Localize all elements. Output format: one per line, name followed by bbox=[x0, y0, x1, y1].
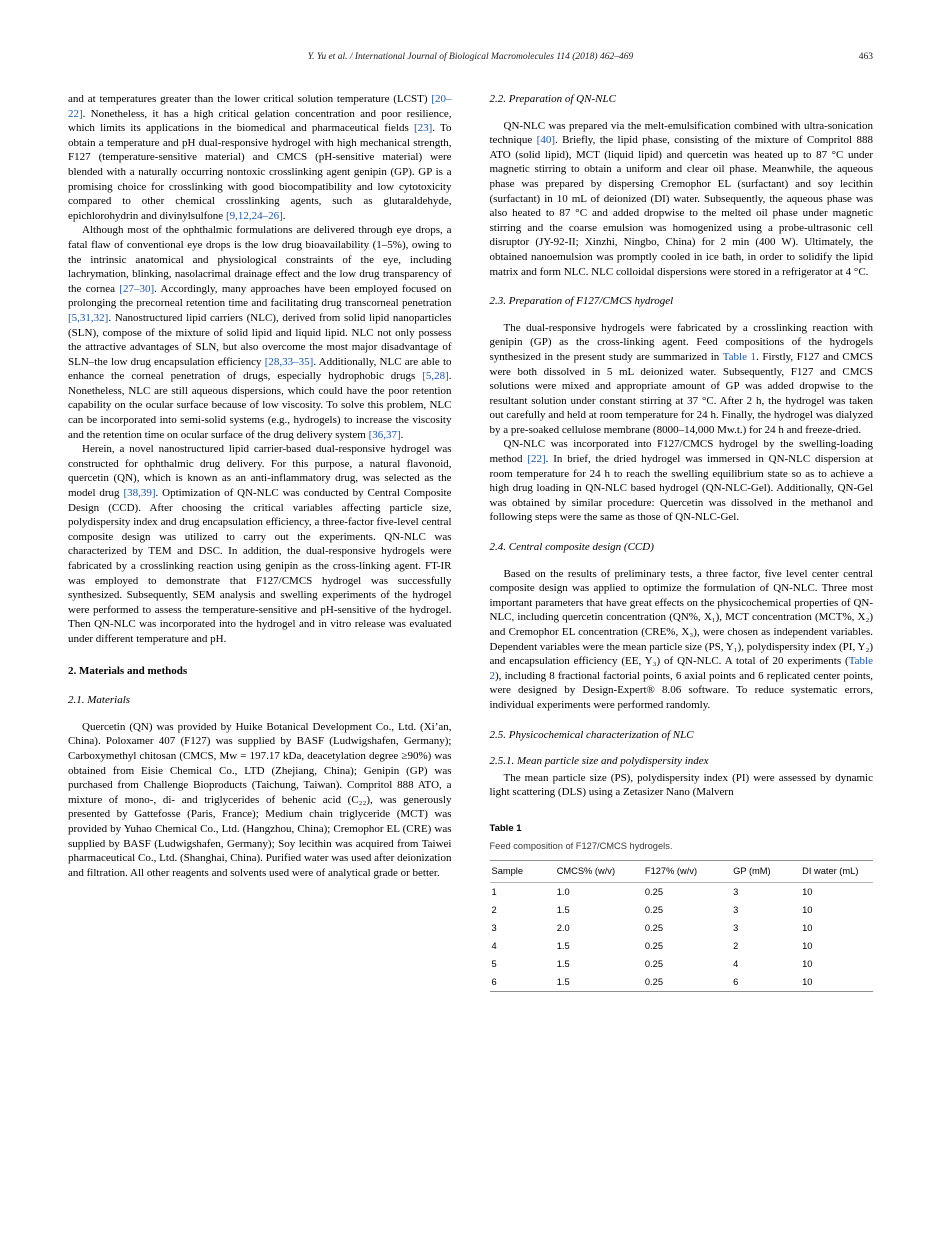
table-column-header: F127% (w/v) bbox=[643, 861, 731, 883]
table-cell: 3 bbox=[491, 922, 497, 933]
table-cell: 3 bbox=[733, 922, 739, 933]
table-cell: 10 bbox=[802, 976, 813, 987]
citation-link[interactable]: [38,39] bbox=[123, 487, 156, 500]
table-row bbox=[490, 973, 874, 992]
paragraph-herein: Herein, a novel nanostructured lipid carrier-based dual-responsive hydrogel was constructed for ophthalmic drug delivery. For this purpose, a natural flavonoid, quercetin (QN), which is known as an anti-inflammatory drug, was selected as the model drug [38,39]. Optimization of QN-NLC was conducted by Central Composite Design (CCD). After choosing the critical variables affecting particle size, polydispersity index and drug encapsulation efficiency, a three-factor five-level central composite design was utilized to carry out the experiments. QN-NLC was characterized by TEM and DSC. In addition, the dual-responsive hydrogels were fabricated by a crosslinking reaction using genipin as the cross-linking agent. FT-IR was employed to demonstrate that F127/CMCS hydrogel was successfully synthesized. Subsequently, SEM analysis and swelling experiments of the hydrogel were performed to assess the temperature-sensitive and pH-sensitive of the hydrogel. Then QN-NLC was incorporated into the hydrogel and in vitro release was evaluated under different temperature and pH. bbox=[68, 443, 452, 645]
table-1-body bbox=[490, 883, 874, 992]
table-cell: 10 bbox=[802, 940, 813, 951]
right-column bbox=[490, 92, 874, 992]
table-1 bbox=[490, 860, 874, 992]
table-cell: 0.25 bbox=[644, 904, 663, 915]
table-cell: 1.5 bbox=[556, 904, 570, 915]
paragraph-particle-size: The mean particle size (PS), polydispersity index (PI) were assessed by dynamic light scattering (DLS) using a Zetasizer Nano (Malvern bbox=[489, 771, 873, 799]
table-1-label: Table 1 bbox=[489, 822, 522, 834]
table-column-header: GP (mM) bbox=[731, 861, 800, 883]
table-column-header: CMCS% (w/v) bbox=[555, 861, 643, 883]
subsection-heading-preparation-hydrogel: 2.3. Preparation of F127/CMCS hydrogel bbox=[489, 295, 674, 308]
table-cell: 0.25 bbox=[644, 958, 663, 969]
table-row bbox=[490, 919, 874, 937]
subsubsection-heading-particle-size: 2.5.1. Mean particle size and polydispersity index bbox=[489, 755, 709, 768]
paragraph-qn-nlc-preparation: QN-NLC was prepared via the melt-emulsification combined with ultra-sonication technique [40]. Briefly, the lipid phase, consisting of the mixture of Compritol 888 ATO (solid lipid), MCT (liquid lipid) and quercetin was heated up to 87 °C under magnetic stirring to obtain a uniform and clear oil phase. Meanwhile, the aqueous phase was prepared by dispersing Cremophor EL (surfactant) and soy lecithin (surfactant) in 10 mL of deionized (DI) water. Subsequently, the aqueous phase was also heated to 87 °C and added dropwise to the melted oil phase under magnetic stirring and the coarse emulsion was homogenized using a probe-ultrasonic cell disruptor (JY-92-II; Xinzhi, Ningbo, China) for 2 min (400 W). Ultimately, the obtained nanoemulsion was promptly cooled in ice bath, in order to solidify the lipid matrix and form NLC. NLC colloidal dispersions were stored in a refrigerator at 4 °C. bbox=[489, 119, 873, 278]
page-number: 463 bbox=[858, 52, 873, 62]
table-cell: 2 bbox=[491, 904, 497, 915]
table-cell: 0.25 bbox=[644, 940, 663, 951]
table-crossref-link[interactable]: Table 2 bbox=[489, 655, 873, 682]
citation-link[interactable]: [36,37] bbox=[368, 428, 401, 441]
table-cell: 4 bbox=[491, 940, 497, 951]
table-cell: 1.5 bbox=[556, 958, 570, 969]
table-column-header: Sample bbox=[490, 861, 555, 883]
table-cell: 3 bbox=[733, 904, 739, 915]
two-column-body bbox=[68, 92, 873, 992]
section-heading-materials-and-methods: 2. Materials and methods bbox=[68, 664, 188, 677]
citation-link[interactable]: [40] bbox=[536, 134, 555, 147]
table-cell: 10 bbox=[802, 886, 813, 897]
table-cell: 6 bbox=[491, 976, 497, 987]
paragraph-ophthalmic: Although most of the ophthalmic formulations are delivered through eye drops, a fatal flaw of conventional eye drops is the low drug bioavailability (1–5%), owing to the intrinsic anatomical and physiological constraints of the eye, including lachrymation, blinking, nasolacrimal drainage effect and the low drug transparency of the cornea [27–30]. Accordingly, many approaches have been employed focused on prolonging the precorneal retention time and facilitating drug transcorneal penetration [5,31,32]. Nanostructured lipid carriers (NLC), derived from solid lipid nanoparticles (SLN), compose of the mixture of solid lipid and liquid lipid. NLC not only possess the attractive advantages of SLN, but also overcome the most major disadvantage of SLN–the low drug encapsulation efficiency [28,33–35]. Additionally, NLC are able to enhance the corneal penetration of drugs, especially hydrophobic drugs [5,28]. Nonetheless, NLC are still aqueous dispersions, which could have the poor retention capability on the ocular surface because of low viscosity. To solve this problem, NLC can be incorporated into semi-solid systems (e.g., hydrogels) to increase the viscosity and the retention time on ocular surface of the drug delivery system [36,37]. bbox=[68, 224, 452, 441]
table-1-header bbox=[490, 861, 874, 883]
running-title: Y. Yu et al. / International Journal of Biological Macromolecules 114 (2018) 462–469 bbox=[307, 52, 634, 62]
table-row bbox=[490, 955, 874, 973]
table-1-caption: Feed composition of F127/CMCS hydrogels. bbox=[489, 840, 673, 851]
table-cell: 6 bbox=[733, 976, 739, 987]
paragraph-lcst: and at temperatures greater than the lower critical solution temperature (LCST) [20–22]. Nonetheless, it has a high critical gelation concentration and poor resilience, which limits its applications in the biomedical and pharmaceutical fields [23]. To obtain a temperature and pH dual-responsive hydrogel with high mechanical strength, F127 (temperature-sensitive material) and CMCS (pH-sensitive material) were blended with a naturally occurring nontoxic crosslinking agent genipin (GP). GP is a promising choice for crosslinking with good biocompatibility and low cytotoxicity compared to other chemical crosslinking agents, such as glutaraldehyde, epichlorohydrin and divinylsulfone [9,12,24–26]. bbox=[68, 93, 452, 222]
table-cell: 10 bbox=[802, 904, 813, 915]
paragraph-hydrogel-loading: QN-NLC was incorporated into F127/CMCS hydrogel by the swelling-loading method [22]. In brief, the dried hydrogel was immersed in QN-NLC dispersion at room temperature for 24 h to reach the swelling equilibrium state so as to achieve a high drug loading in QN-NLC based hydrogel (QN-NLC-Gel). Additionally, QN-Gel was obtained by similar procedure: Quercetin was dissolved in the methanol and following steps were the same as those of QN-NLC-Gel. bbox=[489, 438, 873, 524]
table-crossref-link[interactable]: Table 1 bbox=[722, 350, 757, 363]
subsection-heading-ccd: 2.4. Central composite design (CCD) bbox=[489, 541, 654, 554]
table-cell: 3 bbox=[733, 886, 739, 897]
table-cell: 10 bbox=[802, 958, 813, 969]
subsection-heading-materials: 2.1. Materials bbox=[68, 694, 131, 707]
paragraph-materials: Quercetin (QN) was provided by Huike Botanical Development Co., Ltd. (Xi’an, China). Poloxamer 407 (F127) was supplied by BASF (Ludwigshafen, Germany); Carboxymethyl chitosan (CMCS, Mw = 197.17 kDa, deacetylation degree ≥90%) was obtained from Eisie Chemical Co., LTD (Zhejiang, China); Genipin (GP) was purchased from Challenge Bioproducts (Taichung, Taiwan). Compritol 888 ATO, a mixture of mono-, di- and triglycerides of behenic acid (C₂₂), was generously presented by Gattefosse (Paris, France); Medium chain triglyceride (MCT) was provided by Yuhao Chemical Co., Ltd. (Hangzhou, China); Cremophor EL (CRE) was supplied by BASF (Ludwigshafen, Germany); Soy lecithin was acquired from Taiwei pharmaceutical Co., Ltd. (Shanghai, China). Purified water was used after deionization and filtration. All other reagents and solvents used were of analytical grade or better. bbox=[68, 720, 452, 879]
table-cell: 0.25 bbox=[644, 886, 663, 897]
subsection-heading-characterization: 2.5. Physicochemical characterization of NLC bbox=[489, 728, 694, 741]
table-row bbox=[490, 883, 874, 902]
table-header-row bbox=[490, 861, 874, 883]
paragraph-ccd: Based on the results of preliminary tests, a three factor, five level center central composite design was applied to optimize the formulation of QN-NLC. Three most important parameters that have great effects on the physicochemical properties of QN-NLC, including quercetin concentration (QN%, X₁), MCT concentration (MCT%, X₂) and Cremophor EL concentration (CRE%, X₃), were chosen as independent variables. Dependent variables were the mean particle size (PS, Y₁), polydispersity index (PI, Y₂) and encapsulation efficiency (EE, Y₃) of QN-NLC. A total of 20 experiments (Table 2), including 8 fractional factorial points, 6 axial points and 6 replicated center points, were designed by Design-Expert® 8.06 software. To reduce systematic errors, individual experiments were performed randomly. bbox=[489, 567, 873, 711]
table-column-header: DI water (mL) bbox=[800, 861, 873, 883]
table-cell: 0.25 bbox=[644, 976, 663, 987]
table-cell: 0.25 bbox=[644, 922, 663, 933]
table-cell: 2.0 bbox=[556, 922, 570, 933]
citation-link[interactable]: [28,33–35] bbox=[264, 355, 314, 368]
citation-link[interactable]: [9,12,24–26] bbox=[225, 209, 283, 222]
paragraph-hydrogel-fabrication: The dual-responsive hydrogels were fabricated by a crosslinking reaction with genipin (GP) as the cross-linking agent. Feed compositions of the hydrogels synthesized in the present study are summarized in Table 1. Firstly, F127 and CMCS were both dissolved in 5 mL deionized water. Subsequently, F127 and CMCS solutions were mixed and appropriate amount of GP was added dropwise to the resultant solution under constant stirring at 37 °C. After 2 h, the hydrogel was taken out carefully and held at room temperature for 24 h. Finally, the hydrogel was dialyzed by a pre-soaked cellulose membrane (8000–14,000 Mw.t.) for 24 h and freeze-dried. bbox=[489, 321, 874, 436]
subsection-heading-preparation-qn-nlc: 2.2. Preparation of QN-NLC bbox=[489, 93, 616, 105]
citation-link[interactable]: [20–22] bbox=[68, 93, 452, 120]
left-column bbox=[68, 92, 452, 992]
table-1-block bbox=[490, 822, 874, 992]
table-cell: 1 bbox=[491, 886, 497, 897]
table-cell: 10 bbox=[802, 922, 813, 933]
citation-link[interactable]: [22] bbox=[527, 453, 546, 466]
table-cell: 1.5 bbox=[556, 976, 570, 987]
table-cell: 1.0 bbox=[556, 886, 570, 897]
table-row bbox=[490, 901, 874, 919]
citation-link[interactable]: [27–30] bbox=[119, 282, 155, 295]
citation-link[interactable]: [23] bbox=[413, 122, 433, 135]
table-cell: 1.5 bbox=[556, 940, 570, 951]
table-cell: 5 bbox=[491, 958, 497, 969]
table-cell: 2 bbox=[733, 940, 739, 951]
citation-link[interactable]: [5,28] bbox=[422, 370, 449, 383]
table-row bbox=[490, 937, 874, 955]
running-head bbox=[68, 52, 873, 66]
table-cell: 4 bbox=[733, 958, 739, 969]
citation-link[interactable]: [5,31,32] bbox=[68, 311, 109, 324]
